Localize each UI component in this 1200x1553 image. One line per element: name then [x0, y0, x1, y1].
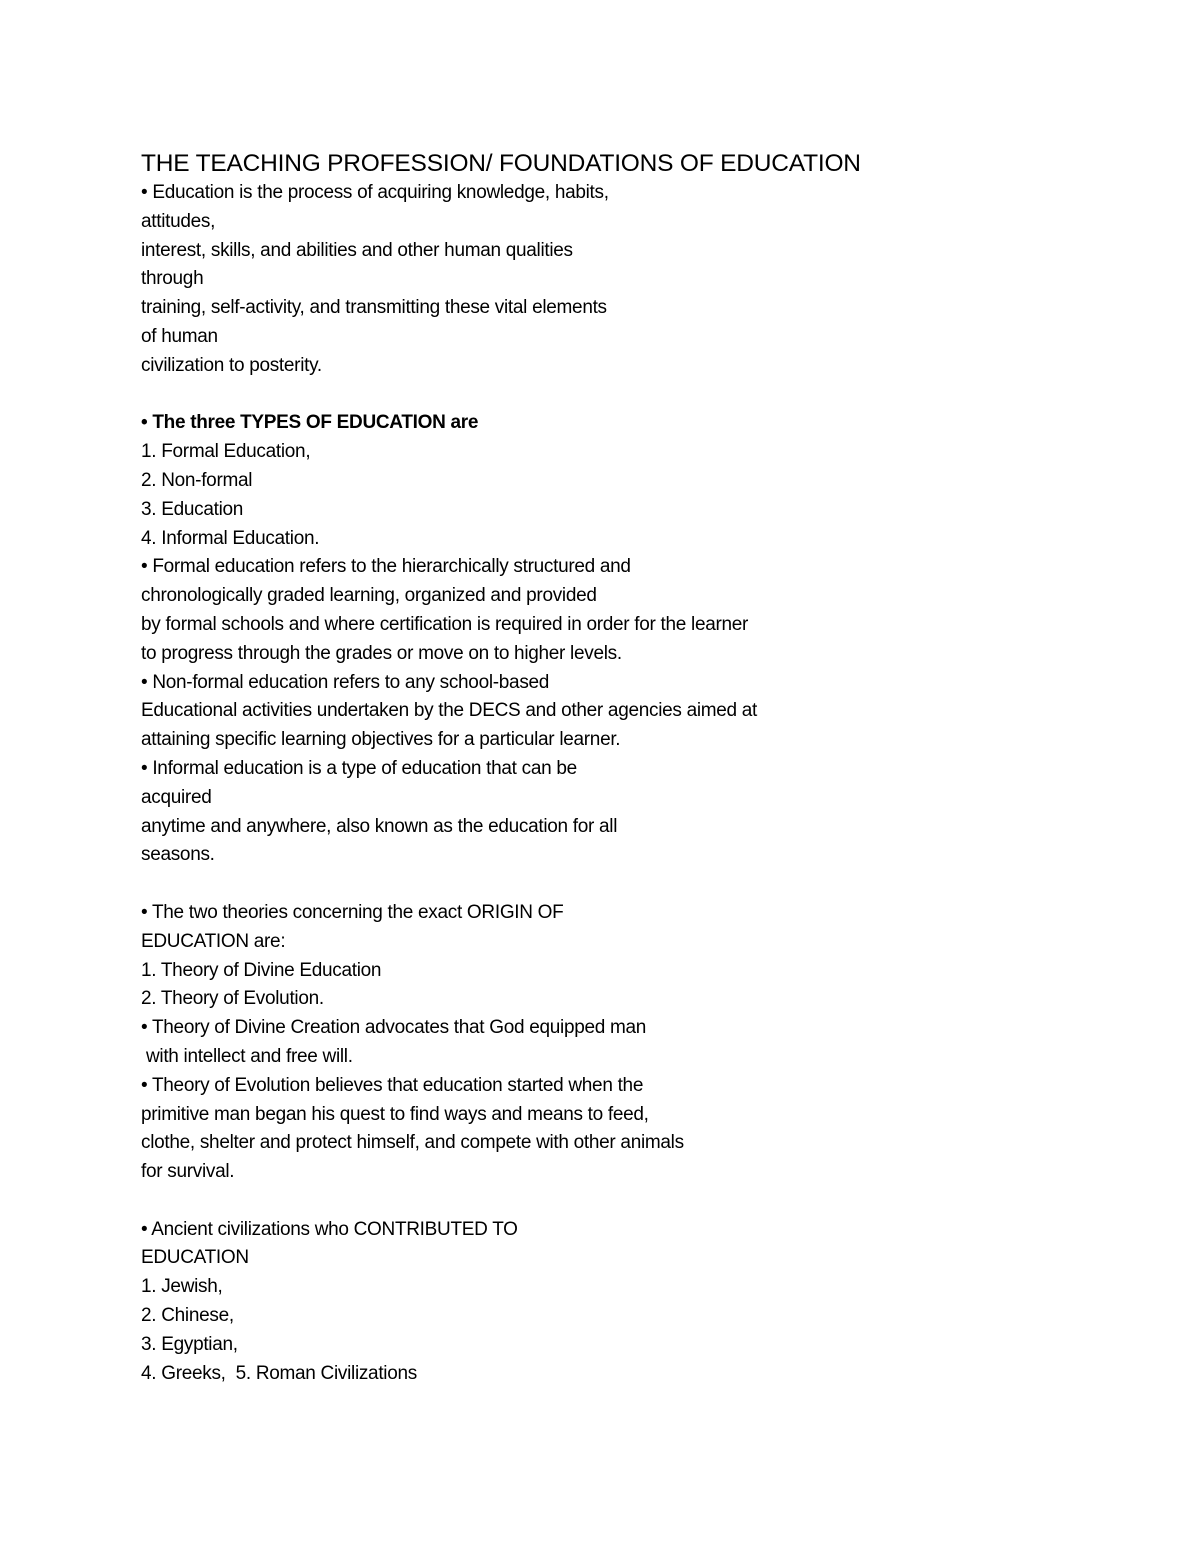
text-line: • Theory of Divine Creation advocates that God equipped man [141, 1017, 647, 1039]
document-content [141, 148, 1101, 1388]
text-line: chronologically graded learning, organized and provided [141, 585, 597, 607]
text-line: 2. Chinese, [141, 1305, 234, 1327]
text-line: Educational activities undertaken by the DECS and other agencies aimed at [141, 700, 758, 722]
text-line: • The two theories concerning the exact ORIGIN OF [141, 901, 564, 923]
text-line: attaining specific learning objectives for a particular learner. [141, 729, 621, 751]
text-line: seasons. [141, 844, 215, 866]
text-line: by formal schools and where certification is required in order for the learner [141, 613, 749, 635]
text-line: • Ancient civilizations who CONTRIBUTED TO [141, 1218, 518, 1240]
text-line: 1. Formal Education, [141, 441, 311, 463]
text-line: 3. Education [141, 498, 244, 520]
text-line: attitudes, [141, 210, 216, 232]
text-line: acquired [141, 786, 212, 808]
text-line: 4. Informal Education. [141, 527, 320, 549]
text-line: clothe, shelter and protect himself, and compete with other animals [141, 1132, 684, 1154]
text-line: EDUCATION [141, 1247, 249, 1269]
document-title: THE TEACHING PROFESSION/ FOUNDATIONS OF EDUCATION [141, 150, 861, 177]
text-line: civilization to posterity. [141, 354, 322, 376]
text-line: anytime and anywhere, also known as the education for all [141, 815, 618, 837]
text-line: 4. Greeks, 5. Roman Civilizations [141, 1362, 417, 1384]
text-line: 3. Egyptian, [141, 1333, 238, 1355]
text-line: 1. Theory of Divine Education [141, 959, 382, 981]
text-line: primitive man began his quest to find ways and means to feed, [141, 1103, 649, 1125]
text-line: through [141, 268, 204, 290]
text-line: with intellect and free will. [141, 1045, 353, 1067]
text-line: interest, skills, and abilities and other human qualities [141, 239, 573, 261]
blank-line [141, 870, 1101, 899]
blank-line [141, 381, 1101, 410]
text-line: • Formal education refers to the hierarchically structured and [141, 556, 631, 578]
text-line: • Theory of Evolution believes that education started when the [141, 1074, 644, 1096]
blank-line [141, 1187, 1101, 1216]
text-line: • Education is the process of acquiring knowledge, habits, [141, 182, 609, 203]
text-line: • Informal education is a type of education that can be [141, 757, 577, 779]
text-line: to progress through the grades or move on to higher levels. [141, 642, 622, 664]
text-line: training, self-activity, and transmitting these vital elements [141, 297, 607, 319]
text-line: 2. Theory of Evolution. [141, 988, 324, 1010]
document-body [141, 179, 1101, 1388]
text-line: for survival. [141, 1161, 235, 1183]
text-line: of human [141, 325, 218, 347]
text-line: EDUCATION are: [141, 930, 286, 952]
text-line: • The three TYPES OF EDUCATION are [141, 412, 479, 434]
text-line: 2. Non-formal [141, 469, 253, 491]
text-line: 1. Jewish, [141, 1276, 223, 1298]
text-line: • Non-formal education refers to any school-based [141, 671, 550, 693]
